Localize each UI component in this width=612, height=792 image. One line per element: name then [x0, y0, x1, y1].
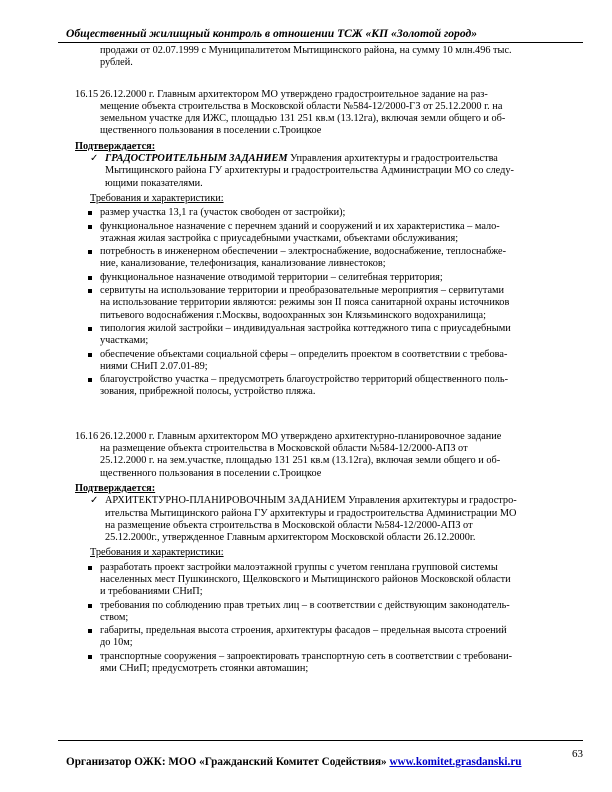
- list-item-line: обеспечение объектами социальной сферы – определить проектом в соответствии с требова-: [100, 348, 508, 360]
- bullet-icon: [88, 225, 92, 229]
- confirmed-label: Подтверждается:: [75, 482, 156, 494]
- requirements-list: [75, 562, 587, 676]
- paragraph-line: щественного пользования в поселении с.Троицкое: [100, 125, 322, 137]
- check-line: ющими показателями.: [105, 177, 203, 189]
- checkmark-icon: ✓: [90, 495, 99, 507]
- item-paragraph: [100, 89, 580, 138]
- intro-paragraph: [100, 45, 580, 70]
- paragraph-line: на размещение объекта строительства в Московской области №584-12/2000-АПЗ от: [100, 443, 468, 455]
- list-item-line: населенных мест Пушкинского, Щелковского и Мытищинского районов Московской области: [100, 573, 511, 585]
- list-item-line: потребность в инженерном обеспечении – электроснабжение, водоснабжение, теплоснабже-: [100, 246, 507, 258]
- list-item-line: ниями СНиП 2.07.01-89;: [100, 360, 208, 372]
- list-item-line: функциональное назначение с перечнем зданий и сооружений и их характеристика – мало-: [100, 220, 500, 232]
- footer-link[interactable]: www.komitet.grasdanski.ru: [389, 756, 522, 768]
- list-item-line: этажная жилая застройка с приусадебными участками, объектами обслуживания;: [100, 232, 459, 244]
- list-item: [75, 625, 580, 650]
- list-item-line: благоустройство участка – предусмотреть благоустройство территорий общественного поль-: [100, 374, 509, 386]
- bullet-icon: [88, 211, 92, 215]
- list-item: [75, 285, 580, 322]
- list-item: [75, 349, 580, 374]
- intro-line: рублей.: [100, 57, 133, 69]
- check-line: ительства Мытищинского района ГУ архитектуры и градостроительства Администрации МО: [105, 507, 517, 519]
- footer-organizer: Организатор ОЖК: МОО «Гражданский Комитет Содействия»: [66, 756, 387, 768]
- list-item-line: типология жилой застройки – индивидуальная застройка коттеджного типа с приусадебными: [100, 322, 511, 334]
- paragraph-line: мещение объекта строительства в Московской области №584-12/2000-ГЗ от 25.12.2000 г. на: [100, 100, 503, 112]
- bullet-icon: [88, 655, 92, 659]
- paragraph-line: 26.12.2000 г. Главным архитектором МО утверждено градостроительное задание на раз-: [100, 88, 488, 100]
- list-item: [75, 246, 580, 271]
- item-16-15: [75, 89, 587, 399]
- list-item-line: сервитуты на использование территории и преобразовательные мероприятия – сервитутами: [100, 285, 505, 297]
- paragraph-line: 25.12.2000 г. на зем.участке, площадью 131 251 кв.м (13.12га), включая земли общего и об-: [100, 455, 501, 467]
- check-text: АРХИТЕКТУРНО-ПЛАНИРОВОЧНЫМ ЗАДАНИЕМ Управления архитектуры и градостро-: [105, 495, 517, 507]
- check-text: Управления архитектуры и градостроительства: [287, 153, 498, 165]
- footer-rule: [58, 740, 583, 741]
- intro-line: продажи от 02.07.1999 с Муниципалитетом Мытищинского района, на сумму 10 млн.496 тыс.: [100, 45, 512, 56]
- list-item-line: питьевого водоснабжения г.Москвы, водоохранных зон Клязьминского водохранилища;: [100, 309, 486, 321]
- confirmed-label: Подтверждается:: [75, 140, 156, 152]
- document-body: [75, 45, 587, 676]
- list-item: [75, 221, 580, 246]
- item-number: 16.15: [75, 88, 99, 100]
- requirements-list: [75, 207, 587, 398]
- list-item-line: функциональное назначение отводимой территории – селитебная территория;: [100, 271, 443, 283]
- list-item: [75, 323, 580, 348]
- list-item: [75, 207, 580, 219]
- bullet-icon: [88, 353, 92, 357]
- list-item-line: и требованиями СНиП;: [100, 586, 203, 598]
- list-item: [75, 600, 580, 625]
- list-item-line: размер участка 13,1 га (участок свободен от застройки);: [100, 207, 346, 219]
- list-item-line: ние, канализование, телефонизация, канализование ливнестоков;: [100, 258, 386, 270]
- bullet-icon: [88, 604, 92, 608]
- page-header: Общественный жилищный контроль в отношении ТСЖ «КП «Золотой город»: [66, 27, 478, 40]
- list-item: [75, 272, 580, 284]
- bullet-icon: [88, 378, 92, 382]
- checkmark-icon: ✓: [90, 153, 99, 165]
- item-number: 16.16: [75, 430, 99, 442]
- list-item-line: на использование территории являются: режимы зон II пояса санитарной охраны источников: [100, 297, 510, 309]
- bullet-icon: [88, 250, 92, 254]
- bullet-icon: [88, 289, 92, 293]
- list-item: [75, 651, 580, 676]
- list-item-line: зования, прибрежной полосы, устройство пляжа.: [100, 386, 316, 398]
- requirements-label: Требования и характеристики:: [90, 192, 224, 204]
- paragraph-line: 26.12.2000 г. Главным архитектором МО утверждено архитектурно-планировочное задание: [100, 430, 502, 442]
- item-paragraph: [100, 431, 580, 480]
- list-item-line: участками;: [100, 335, 149, 347]
- check-item: [75, 495, 580, 544]
- check-item: [75, 153, 580, 190]
- list-item: [75, 374, 580, 399]
- list-item-line: габариты, предельная высота строения, архитектуры фасадов – предельная высота строений: [100, 625, 507, 637]
- requirements-label: Требования и характеристики:: [90, 547, 224, 559]
- bullet-icon: [88, 566, 92, 570]
- check-line: 25.12.2000г., утвержденное Главным архитектором Московской области 26.12.2000г.: [105, 532, 476, 544]
- paragraph-line: земельном участке для ИЖС, площадью 131 251 кв.м (13.12га), включая земли общего и об-: [100, 113, 506, 125]
- paragraph-line: щественного пользования в поселении с.Троицкое: [100, 467, 322, 479]
- list-item-line: транспортные сооружения – запроектировать транспортную сеть в соответствии с требовани-: [100, 650, 513, 662]
- page-number: 63: [572, 748, 583, 760]
- list-item-line: разработать проект застройки малоэтажной группы с учетом генплана групповой системы: [100, 561, 498, 573]
- bullet-icon: [88, 276, 92, 280]
- check-line: Мытищинского района ГУ архитектуры и градостроительства Администрации МО со следу-: [105, 165, 514, 177]
- bullet-icon: [88, 629, 92, 633]
- list-item-line: до 10м;: [100, 637, 133, 649]
- check-line: на размещение объекта строительства в Московской области №584-12/2000-АПЗ от: [105, 519, 473, 531]
- list-item: [75, 562, 580, 599]
- list-item-line: требования по соблюдению прав третьих лиц – в соответствии с действующим законодатель-: [100, 599, 510, 611]
- list-item-line: ями СНиП; предусмотреть стоянки автомашин;: [100, 663, 309, 675]
- check-emphasis: ГРАДОСТРОИТЕЛЬНЫМ ЗАДАНИЕМ: [105, 153, 288, 165]
- list-item-line: ством;: [100, 611, 129, 623]
- item-16-16: [75, 431, 587, 676]
- bullet-icon: [88, 327, 92, 331]
- page-footer: [66, 756, 522, 768]
- header-rule: [58, 42, 583, 43]
